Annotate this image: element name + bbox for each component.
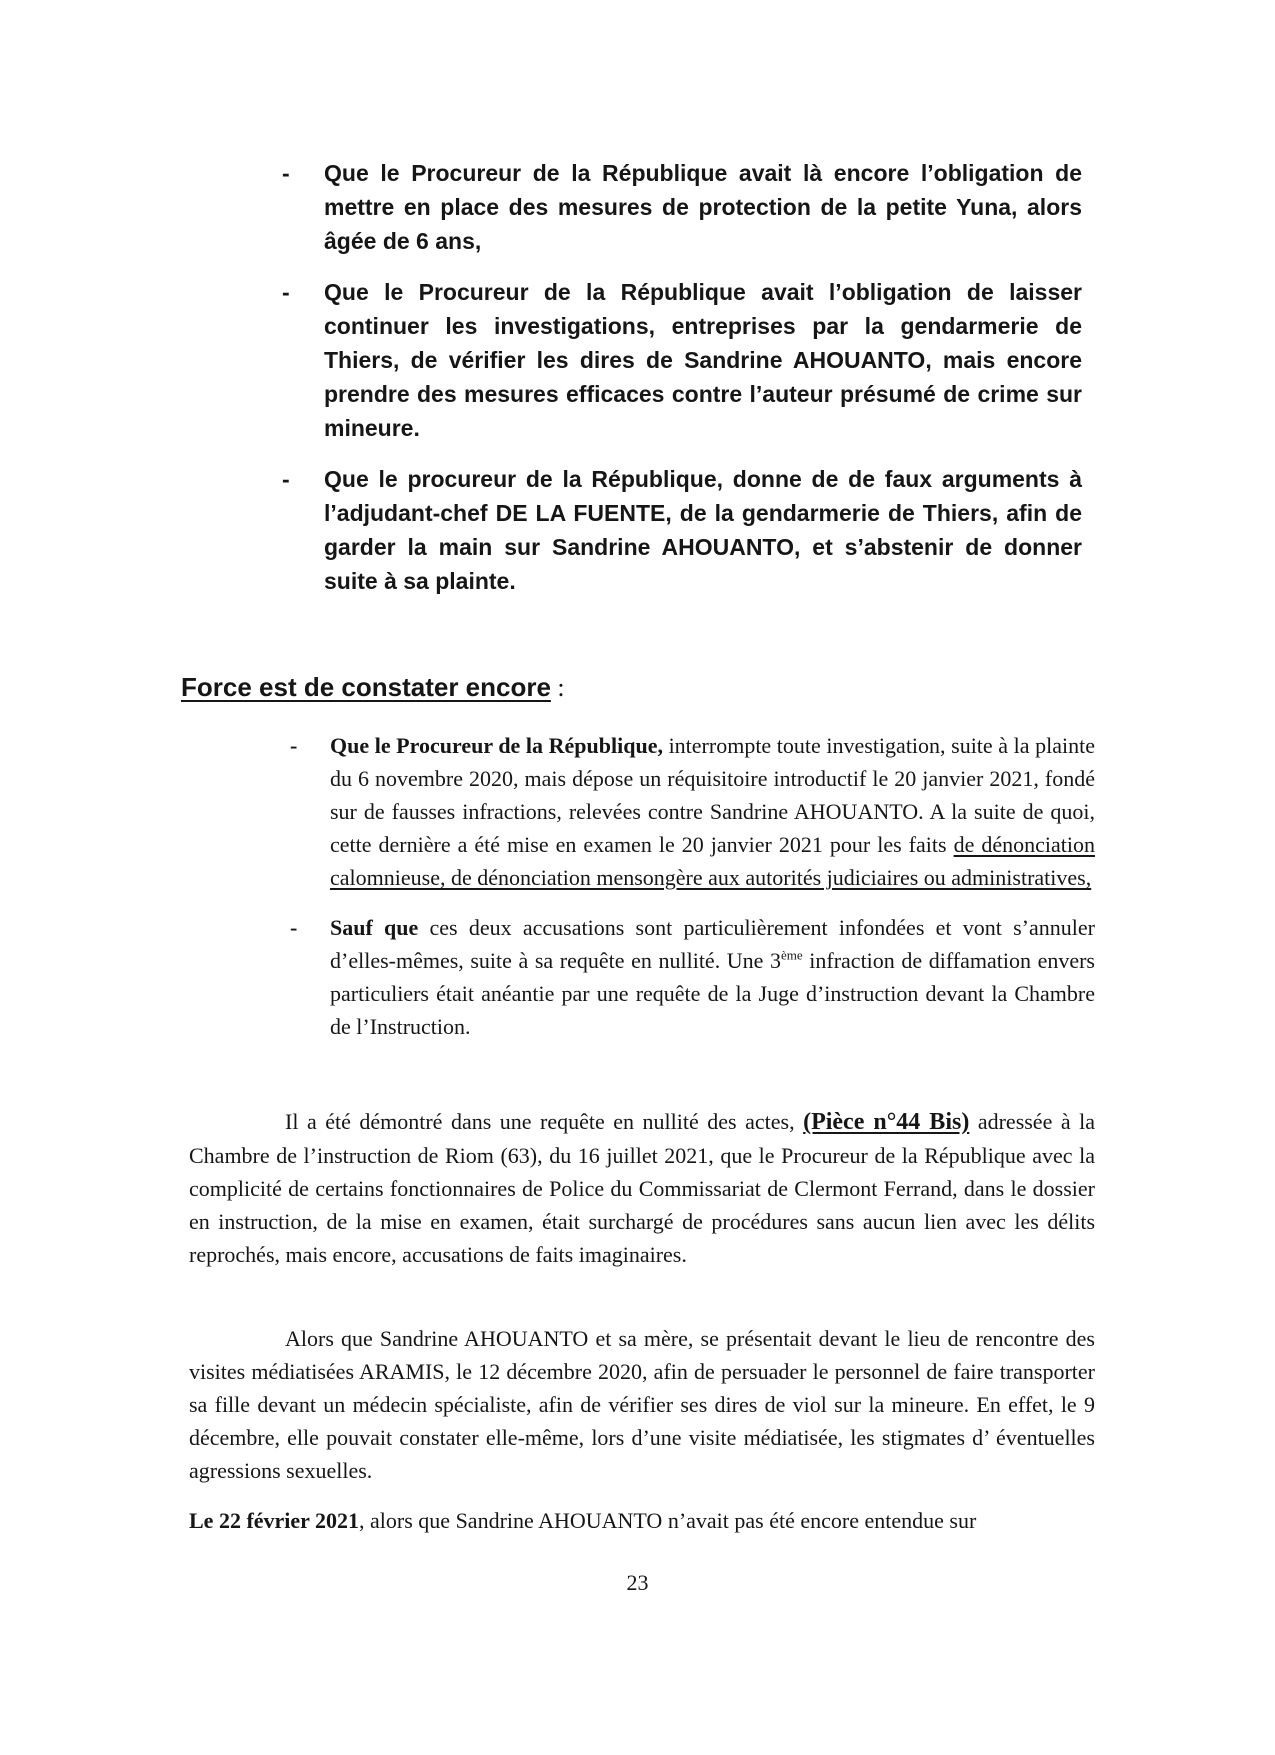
paragraph — [189, 1504, 1095, 1537]
list-item — [282, 156, 1082, 258]
paragraph — [189, 1322, 1095, 1487]
list-dash: - — [282, 279, 290, 305]
list-item — [282, 462, 1082, 598]
list-item — [282, 275, 1082, 445]
list-dash: - — [282, 160, 290, 186]
conclusions-list — [282, 156, 1082, 615]
paragraph-text: Alors que Sandrine AHOUANTO et sa mère, se présentait devant le lieu de rencontre des visites médiatisées ARAMIS, le 12 décembre 2020, afin de persuader le personnel de faire transporter sa fille devant un médecin spécialiste, afin de vérifier ses dires de viol sur la mineure. En effet, le 9 décembre, elle pouvait constater elle-même, lors d’une visite médiatisée, les stigmates d’ éventuelles agressions sexuelles. — [189, 1326, 1095, 1483]
list-item-text: Que le procureur de la République, donne de de faux arguments à l’adjudant-chef DE LA FUENTE, de la gendarmerie de Thiers, afin de garder la main sur Sandrine AHOUANTO, et s’abstenir de donner suite à sa plainte. — [324, 466, 1082, 594]
findings-list — [290, 729, 1095, 1060]
list-dash: - — [290, 733, 298, 758]
list-item-text-continued: infraction de diffamation envers particuliers était anéantie par une requête de la Juge d’instruction devant la Chambre de l’Instruction. — [330, 948, 1095, 1039]
list-item-underlined: de dénonciation calomnieuse, de dénonciation mensongère aux autorités judiciaires ou administratives, — [330, 832, 1095, 890]
list-item-bold: Sauf que — [330, 915, 419, 940]
piece-reference: (Pièce n°44 Bis) — [803, 1109, 970, 1135]
list-item-text: Que le Procureur de la République avait l’obligation de laisser continuer les investigations, entreprises par la gendarmerie de Thiers, de vérifier les dires de Sandrine AHOUANTO, mais encore prendre des mesures efficaces contre l’auteur présumé de crime sur mineure. — [324, 279, 1082, 441]
list-dash: - — [282, 466, 290, 492]
paragraph-date: Le 22 février 2021 — [189, 1508, 360, 1533]
list-dash: - — [290, 915, 298, 940]
section-heading-colon: : — [550, 673, 565, 702]
paragraph-text: , alors que Sandrine AHOUANTO n’avait pas été encore entendue sur — [359, 1508, 977, 1533]
page-number: 23 — [626, 1570, 649, 1595]
list-item-superscript: ème — [781, 947, 803, 963]
list-item-text: Que le Procureur de la République avait là encore l’obligation de mettre en place des mesures de protection de la petite Yuna, alors âgée de 6 ans, — [324, 160, 1082, 254]
list-item-text: ces deux accusations sont particulièrement infondées et vont s’annuler d’elles-mêmes, suite à sa requête en nullité. Une 3 — [330, 915, 1095, 973]
section-heading — [181, 672, 565, 703]
list-item-bold: Que le Procureur de la République, — [330, 733, 663, 758]
paragraph — [189, 1105, 1095, 1271]
paragraph-text: adressée à la Chambre de l’instruction de Riom (63), du 16 juillet 2021, que le Procureur de la République avec la complicité de certains fonctionnaires de Police du Commissariat de Clermont Ferrand, dans le dossier en instruction, de la mise en examen, était surchargé de procédures sans aucun lien avec les délits reprochés, mais encore, accusations de faits imaginaires. — [189, 1109, 1095, 1267]
list-item-text: interrompte toute investigation, suite à la plainte du 6 novembre 2020, mais dépose un réquisitoire introductif le 20 janvier 2021, fondé sur de fausses infractions, relevées contre Sandrine AHOUANTO. A la suite de quoi, cette dernière a été mise en examen le 20 janvier 2021 pour les faits — [330, 733, 1095, 857]
list-item — [290, 911, 1095, 1043]
paragraph-text: Il a été démontré dans une requête en nullité des actes, — [285, 1109, 804, 1134]
list-item — [290, 729, 1095, 894]
section-heading-title: Force est de constater encore — [181, 672, 551, 702]
